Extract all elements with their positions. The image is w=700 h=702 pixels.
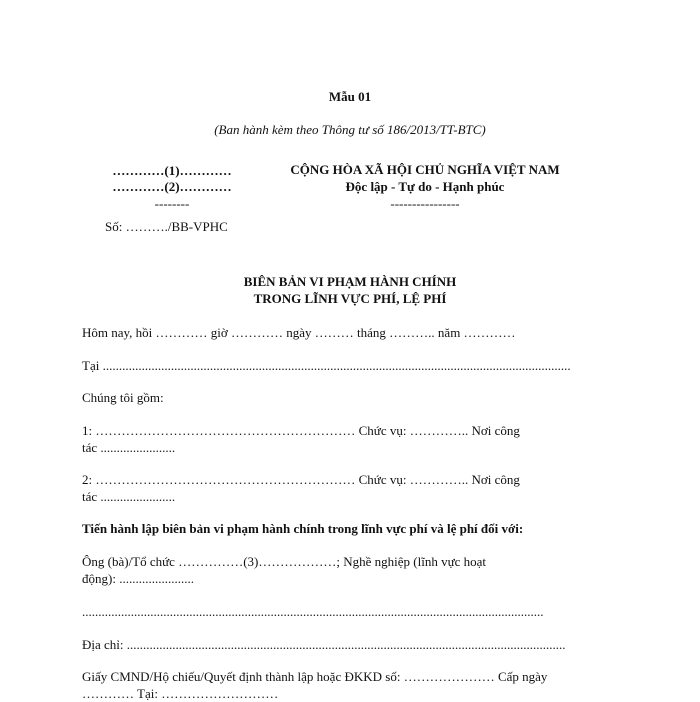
member-1-line: 1: …………………………………………………… Chức vụ: ………….. Nơi công [82, 423, 520, 438]
violator-line: Ông (bà)/Tổ chức ……………(3)………………; Nghề nghiệp (lĩnh vực hoạt [82, 554, 487, 569]
address-line: Địa chỉ: ....................................................................................................................................... [82, 637, 566, 652]
we-include-label: Chúng tôi gồm: [82, 390, 164, 405]
proceed-heading: Tiến hành lập biên bản vi phạm hành chính trong lĩnh vực phí và lệ phí đối với: [82, 521, 524, 536]
member-2-workplace: tác ....................... [82, 489, 176, 504]
form-number: Mẫu 01 [328, 89, 372, 104]
member-1-workplace: tác ....................... [82, 440, 176, 455]
agency-divider: -------- [154, 196, 190, 211]
dotted-line: .............................................................................................................................................. [82, 604, 544, 619]
document-title-line-2: TRONG LĨNH VỰC PHÍ, LỆ PHÍ [253, 291, 447, 306]
document-title-line-1: BIÊN BẢN VI PHẠM HÀNH CHÍNH [243, 274, 457, 289]
agency-line-2: …………(2)………… [112, 179, 232, 194]
nation-motto: Độc lập - Tự do - Hạnh phúc [345, 179, 505, 194]
agency-line-1: …………(1)………… [112, 163, 232, 178]
id-issue-place: ………… Tại: ……………………… [82, 686, 279, 701]
member-2-line: 2: …………………………………………………… Chức vụ: ………….. Nơi công [82, 472, 520, 487]
motto-divider: ---------------- [390, 196, 460, 211]
violator-occupation: động): ....................... [82, 571, 194, 586]
document-number: Số: ………./BB-VPHC [105, 219, 228, 234]
nation-title: CỘNG HÒA XÃ HỘI CHỦ NGHĨA VIỆT NAM [290, 162, 560, 177]
issued-note: (Ban hành kèm theo Thông tư số 186/2013/TT-BTC) [214, 122, 486, 137]
id-document-line: Giấy CMND/Hộ chiếu/Quyết định thành lập hoặc ĐKKD số: ………………… Cấp ngày [82, 669, 548, 684]
today-line: Hôm nay, hồi ………… giờ ………… ngày ……… tháng ……….. năm ………… [82, 325, 516, 340]
location-line: Tại ................................................................................................................................................ [82, 358, 571, 373]
